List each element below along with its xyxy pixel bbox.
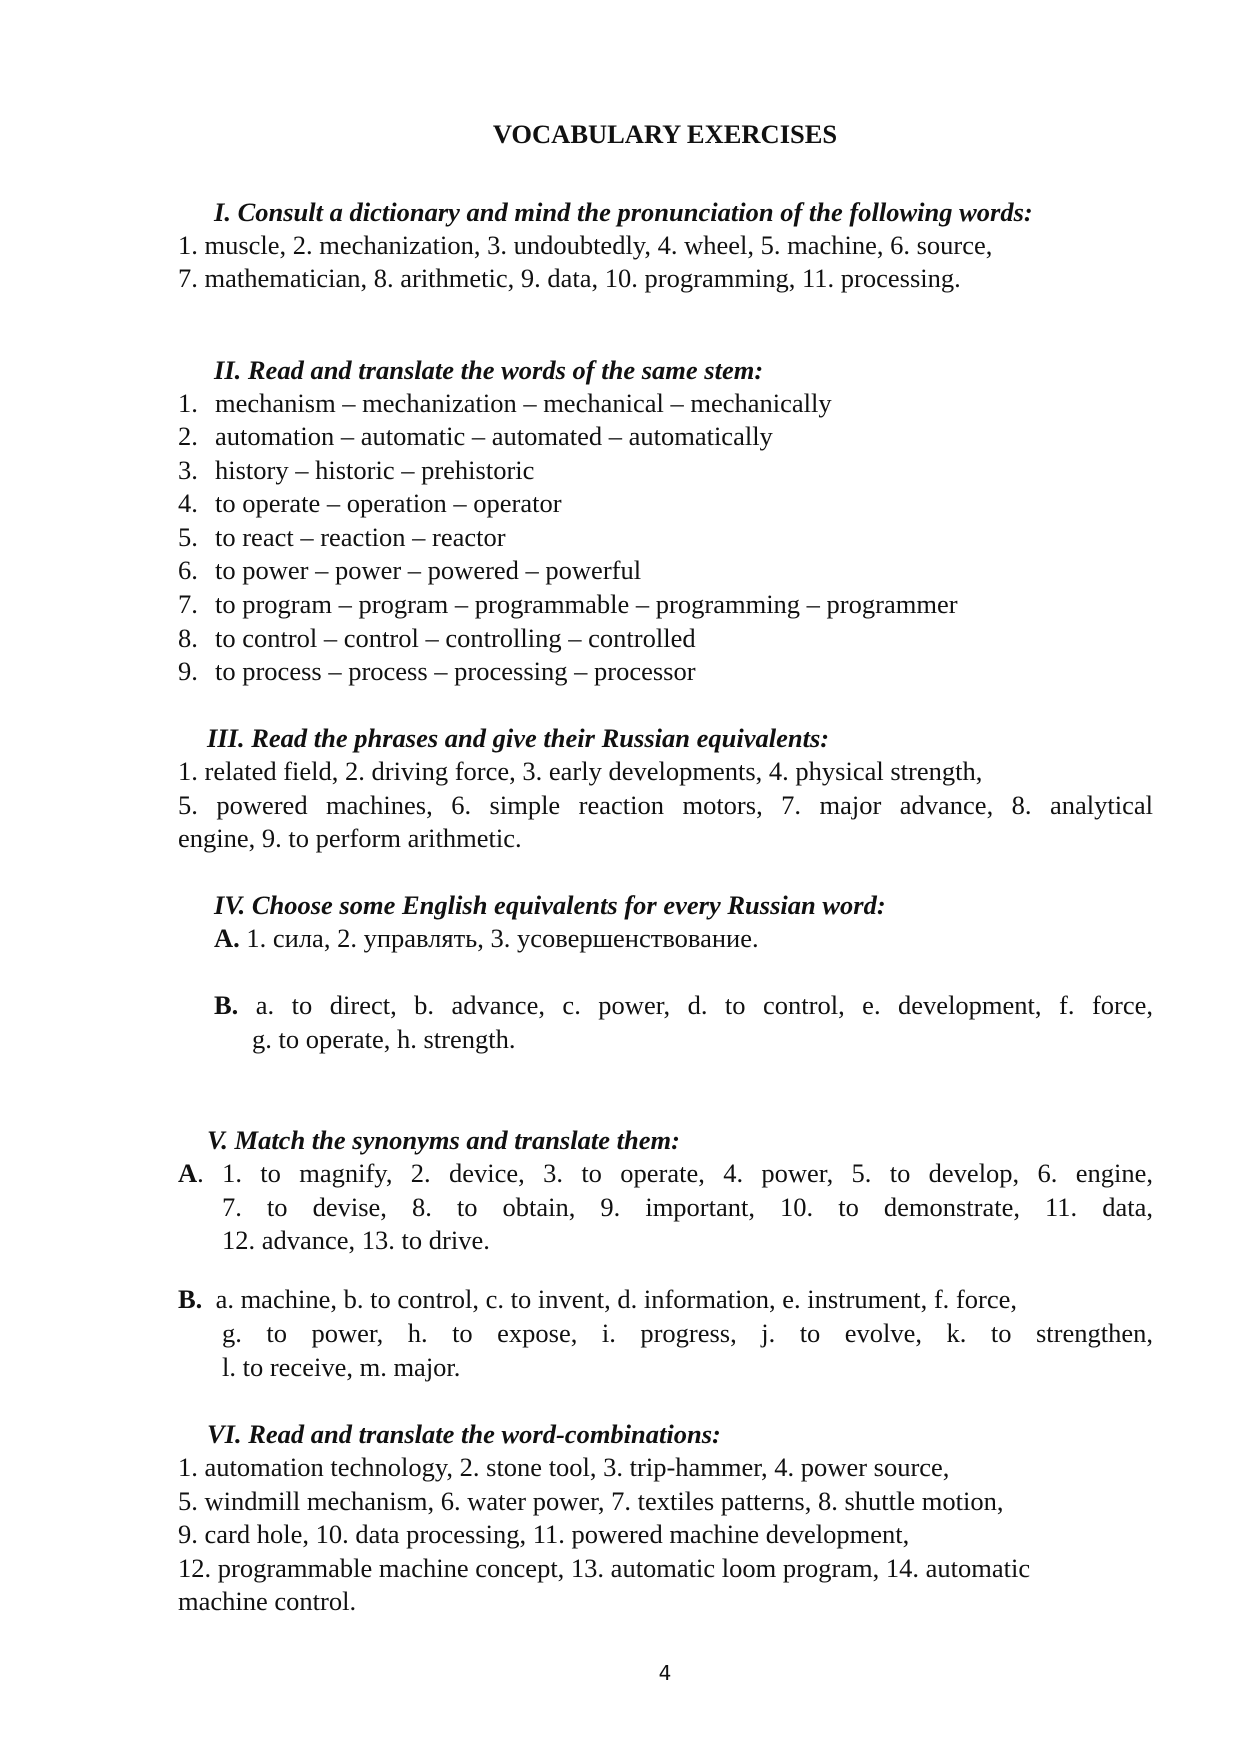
exercise-5-part-a-cont: 12. advance, 13. to drive. — [222, 1225, 490, 1255]
exercise-6-line: 12. programmable machine concept, 13. automatic loom program, 14. automatic — [178, 1553, 1031, 1583]
exercise-3-line: 5. powered machines, 6. simple reaction motors, 7. major advance, 8. analytical — [178, 790, 1153, 820]
exercise-4-heading: IV. Choose some English equivalents for every Russian word: — [214, 890, 886, 920]
list-item: 1. mechanism – mechanization – mechanical – mechanically — [178, 388, 832, 418]
list-item: 2. automation – automatic – automated – automatically — [178, 421, 773, 451]
exercise-3-line: 1. related field, 2. driving force, 3. early developments, 4. physical strength, — [178, 756, 983, 786]
exercise-5-part-a: A. 1. to magnify, 2. device, 3. to operate, 4. power, 5. to develop, 6. engine, — [178, 1158, 1153, 1188]
list-item: 5. to react – reaction – reactor — [178, 522, 506, 552]
exercise-3-heading: III. Read the phrases and give their Russian equivalents: — [207, 723, 830, 753]
list-item: 7. to program – program – programmable – programming – programmer — [178, 589, 958, 619]
exercise-2-heading: II. Read and translate the words of the same stem: — [214, 355, 764, 385]
exercise-4-part-b-cont: g. to operate, h. strength. — [252, 1024, 516, 1054]
exercise-5-part-a-cont: 7. to devise, 8. to obtain, 9. important, 10. to demonstrate, 11. data, — [222, 1192, 1153, 1222]
exercise-6-heading: VI. Read and translate the word-combinations: — [207, 1419, 721, 1449]
list-item: 9. to process – process – processing – processor — [178, 656, 696, 686]
exercise-5-part-b-cont: l. to receive, m. major. — [222, 1352, 461, 1382]
exercise-6-line: 1. automation technology, 2. stone tool, 3. trip-hammer, 4. power source, — [178, 1452, 950, 1482]
list-item: 3. history – historic – prehistoric — [178, 455, 535, 485]
page-number: 4 — [658, 1661, 672, 1685]
exercise-6-line: 5. windmill mechanism, 6. water power, 7. textiles patterns, 8. shuttle motion, — [178, 1486, 1004, 1516]
list-item: 4. to operate – operation – operator — [178, 488, 562, 518]
exercise-5-part-b: B. a. machine, b. to control, c. to invent, d. information, e. instrument, f. force, — [178, 1284, 1017, 1314]
exercise-1-line: 7. mathematician, 8. arithmetic, 9. data, 10. programming, 11. processing. — [178, 263, 961, 293]
exercise-6-line: machine control. — [178, 1586, 357, 1616]
exercise-5-part-b-cont: g. to power, h. to expose, i. progress, j. to evolve, k. to strengthen, — [222, 1318, 1153, 1348]
exercise-4-part-b: B. a. to direct, b. advance, c. power, d. to control, e. development, f. force, — [214, 990, 1154, 1020]
exercise-3-line: engine, 9. to perform arithmetic. — [178, 823, 522, 853]
exercise-1-line: 1. muscle, 2. mechanization, 3. undoubtedly, 4. wheel, 5. machine, 6. source, — [178, 230, 993, 260]
list-item: 8. to control – control – controlling – controlled — [178, 623, 696, 653]
exercise-5-heading: V. Match the synonyms and translate them: — [207, 1125, 680, 1155]
exercise-4-part-a: A. 1. сила, 2. управлять, 3. усовершенствование. — [214, 923, 759, 953]
page-title: VOCABULARY EXERCISES — [492, 119, 838, 149]
exercise-6-line: 9. card hole, 10. data processing, 11. powered machine development, — [178, 1519, 910, 1549]
list-item: 6. to power – power – powered – powerful — [178, 555, 642, 585]
exercise-1-heading: I. Consult a dictionary and mind the pronunciation of the following words: — [214, 197, 1033, 227]
